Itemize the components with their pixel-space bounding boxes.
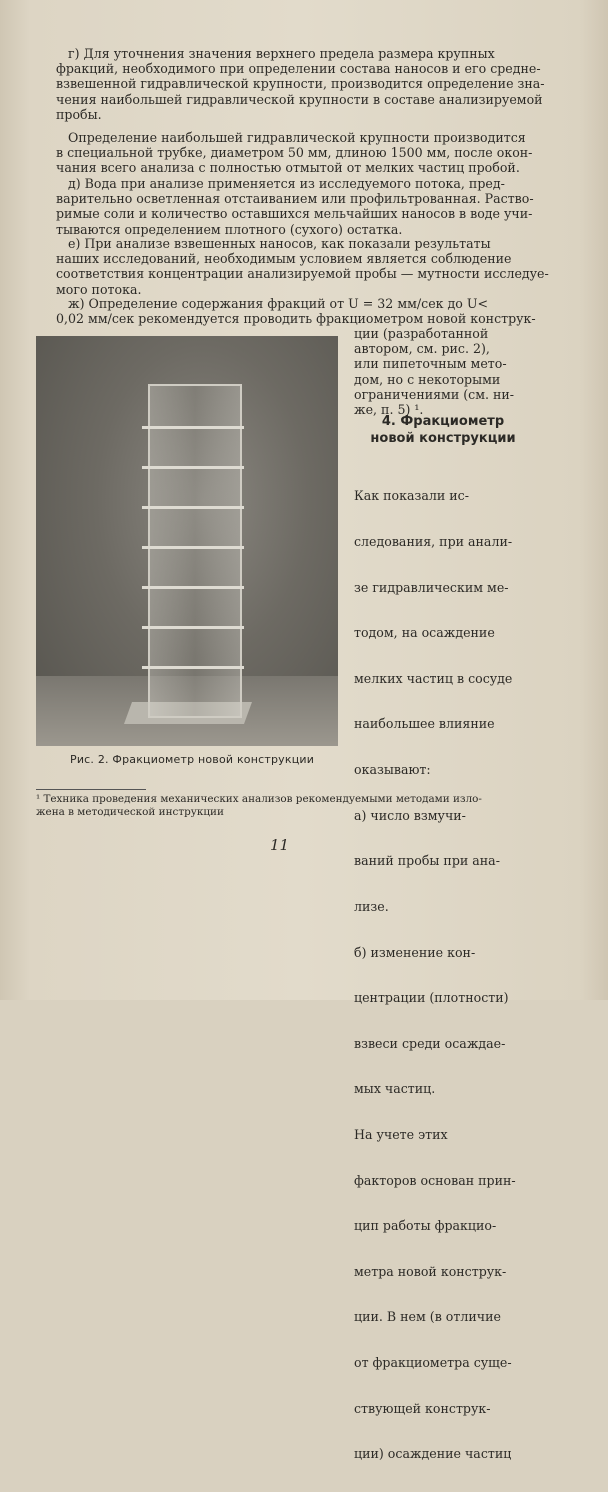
paragraph-definition — [56, 130, 533, 176]
text-line: ции (разработанной — [354, 326, 489, 341]
text-line: зе гидравлическим ме- — [354, 579, 509, 595]
text-line: ваний пробы при ана- — [354, 853, 500, 869]
text-line: от фракциометра суще- — [354, 1354, 512, 1370]
text-line: ции) осаждение частиц — [354, 1446, 512, 1462]
text-line: следования, при анали- — [354, 534, 513, 550]
text-line: чания всего анализа с полностью отмытой от мелких частиц пробой. — [56, 160, 520, 176]
footnote-divider — [36, 789, 146, 790]
text-line: наших исследований, необходимым условием является соблюдение — [56, 251, 512, 267]
text-line: мого потока. — [56, 281, 142, 297]
text-line: соответствия концентрации анализируемой пробы — мутности исследуе- — [56, 266, 549, 282]
text-line: ограничениями (см. ни- — [354, 386, 515, 402]
heading-line: новой конструкции — [370, 431, 516, 446]
text-line: ж) Определение содержания фракций от U = 32 мм/сек до U< — [68, 296, 489, 311]
text-line: римые соли и количество оставшихся мельчайших наносов в воде учи- — [56, 206, 533, 222]
text-line: оказывают: — [354, 762, 431, 778]
page-number: 11 — [270, 836, 290, 854]
footnote-line: ¹ Техника проведения механических анализов рекомендуемыми методами изло- — [36, 793, 482, 805]
text-line: тываются определением плотного (сухого) остатка. — [56, 221, 403, 237]
text-line: пробы. — [56, 106, 102, 122]
text-line: чения наибольшей гидравлической крупности в составе анализируемой — [56, 91, 543, 107]
text-line: Определение наибольшей гидравлической крупности производится — [68, 130, 526, 145]
text-line: взвеси среди осаждае- — [354, 1035, 506, 1051]
text-line: а) число взмучи- — [354, 807, 466, 823]
text-line: г) Для уточнения значения верхнего предела размера крупных — [68, 46, 495, 61]
text-line: автором, см. рис. 2), — [354, 341, 490, 357]
text-line: мых частиц. — [354, 1081, 436, 1097]
text-line: в специальной трубке, диаметром 50 мм, длиною 1500 мм, после окон- — [56, 145, 533, 161]
figure-caption: Рис. 2. Фракциометр новой конструкции — [70, 753, 315, 766]
text-line: варительно осветленная отстаиванием или профильтрованная. Раство- — [56, 191, 534, 207]
text-line: наибольшее влияние — [354, 716, 495, 732]
text-line: же, п. 5) ¹. — [354, 402, 424, 418]
paragraph-g — [56, 46, 545, 122]
paragraph-e — [56, 236, 549, 297]
text-line: лизе. — [354, 898, 389, 914]
side-column-top — [354, 326, 532, 417]
text-line: На учете этих — [354, 1126, 448, 1142]
text-line: цип работы фракцио- — [354, 1218, 497, 1234]
heading-line: 4. Фракциометр — [381, 414, 505, 429]
paragraph-d — [56, 176, 534, 237]
text-line: метра новой конструк- — [354, 1263, 507, 1279]
text-line: или пипеточным мето- — [354, 356, 507, 372]
text-line: ствующей конструк- — [354, 1400, 491, 1416]
footnote — [36, 793, 536, 819]
paragraph-zh — [56, 296, 536, 327]
text-line: тодом, на осаждение — [354, 625, 495, 641]
footnote-line: жена в методической инструкции — [36, 806, 224, 818]
text-line: 0,02 мм/сек рекомендуется проводить фракциометром новой конструк- — [56, 311, 536, 327]
text-line: центрации (плотности) — [354, 990, 509, 1006]
text-line: д) Вода при анализе применяется из исследуемого потока, пред- — [68, 176, 505, 191]
fractiometer-photo — [36, 336, 338, 746]
text-line: взвешенной гидравлической крупности, производится определение зна- — [56, 76, 545, 92]
text-line: фракций, необходимого при определении состава наносов и его средне- — [56, 61, 541, 77]
side-column-bottom — [354, 458, 532, 1492]
text-line: факторов основан прин- — [354, 1172, 516, 1188]
text-line: б) изменение кон- — [354, 944, 476, 960]
section-heading — [354, 413, 532, 447]
text-line: ции. В нем (в отличие — [354, 1309, 501, 1325]
text-line: дом, но с некоторыми — [354, 371, 501, 387]
text-line: е) При анализе взвешенных наносов, как показали результаты — [68, 236, 491, 251]
text-line: Как показали ис- — [354, 488, 469, 504]
text-line: мелких частиц в сосуде — [354, 670, 513, 686]
